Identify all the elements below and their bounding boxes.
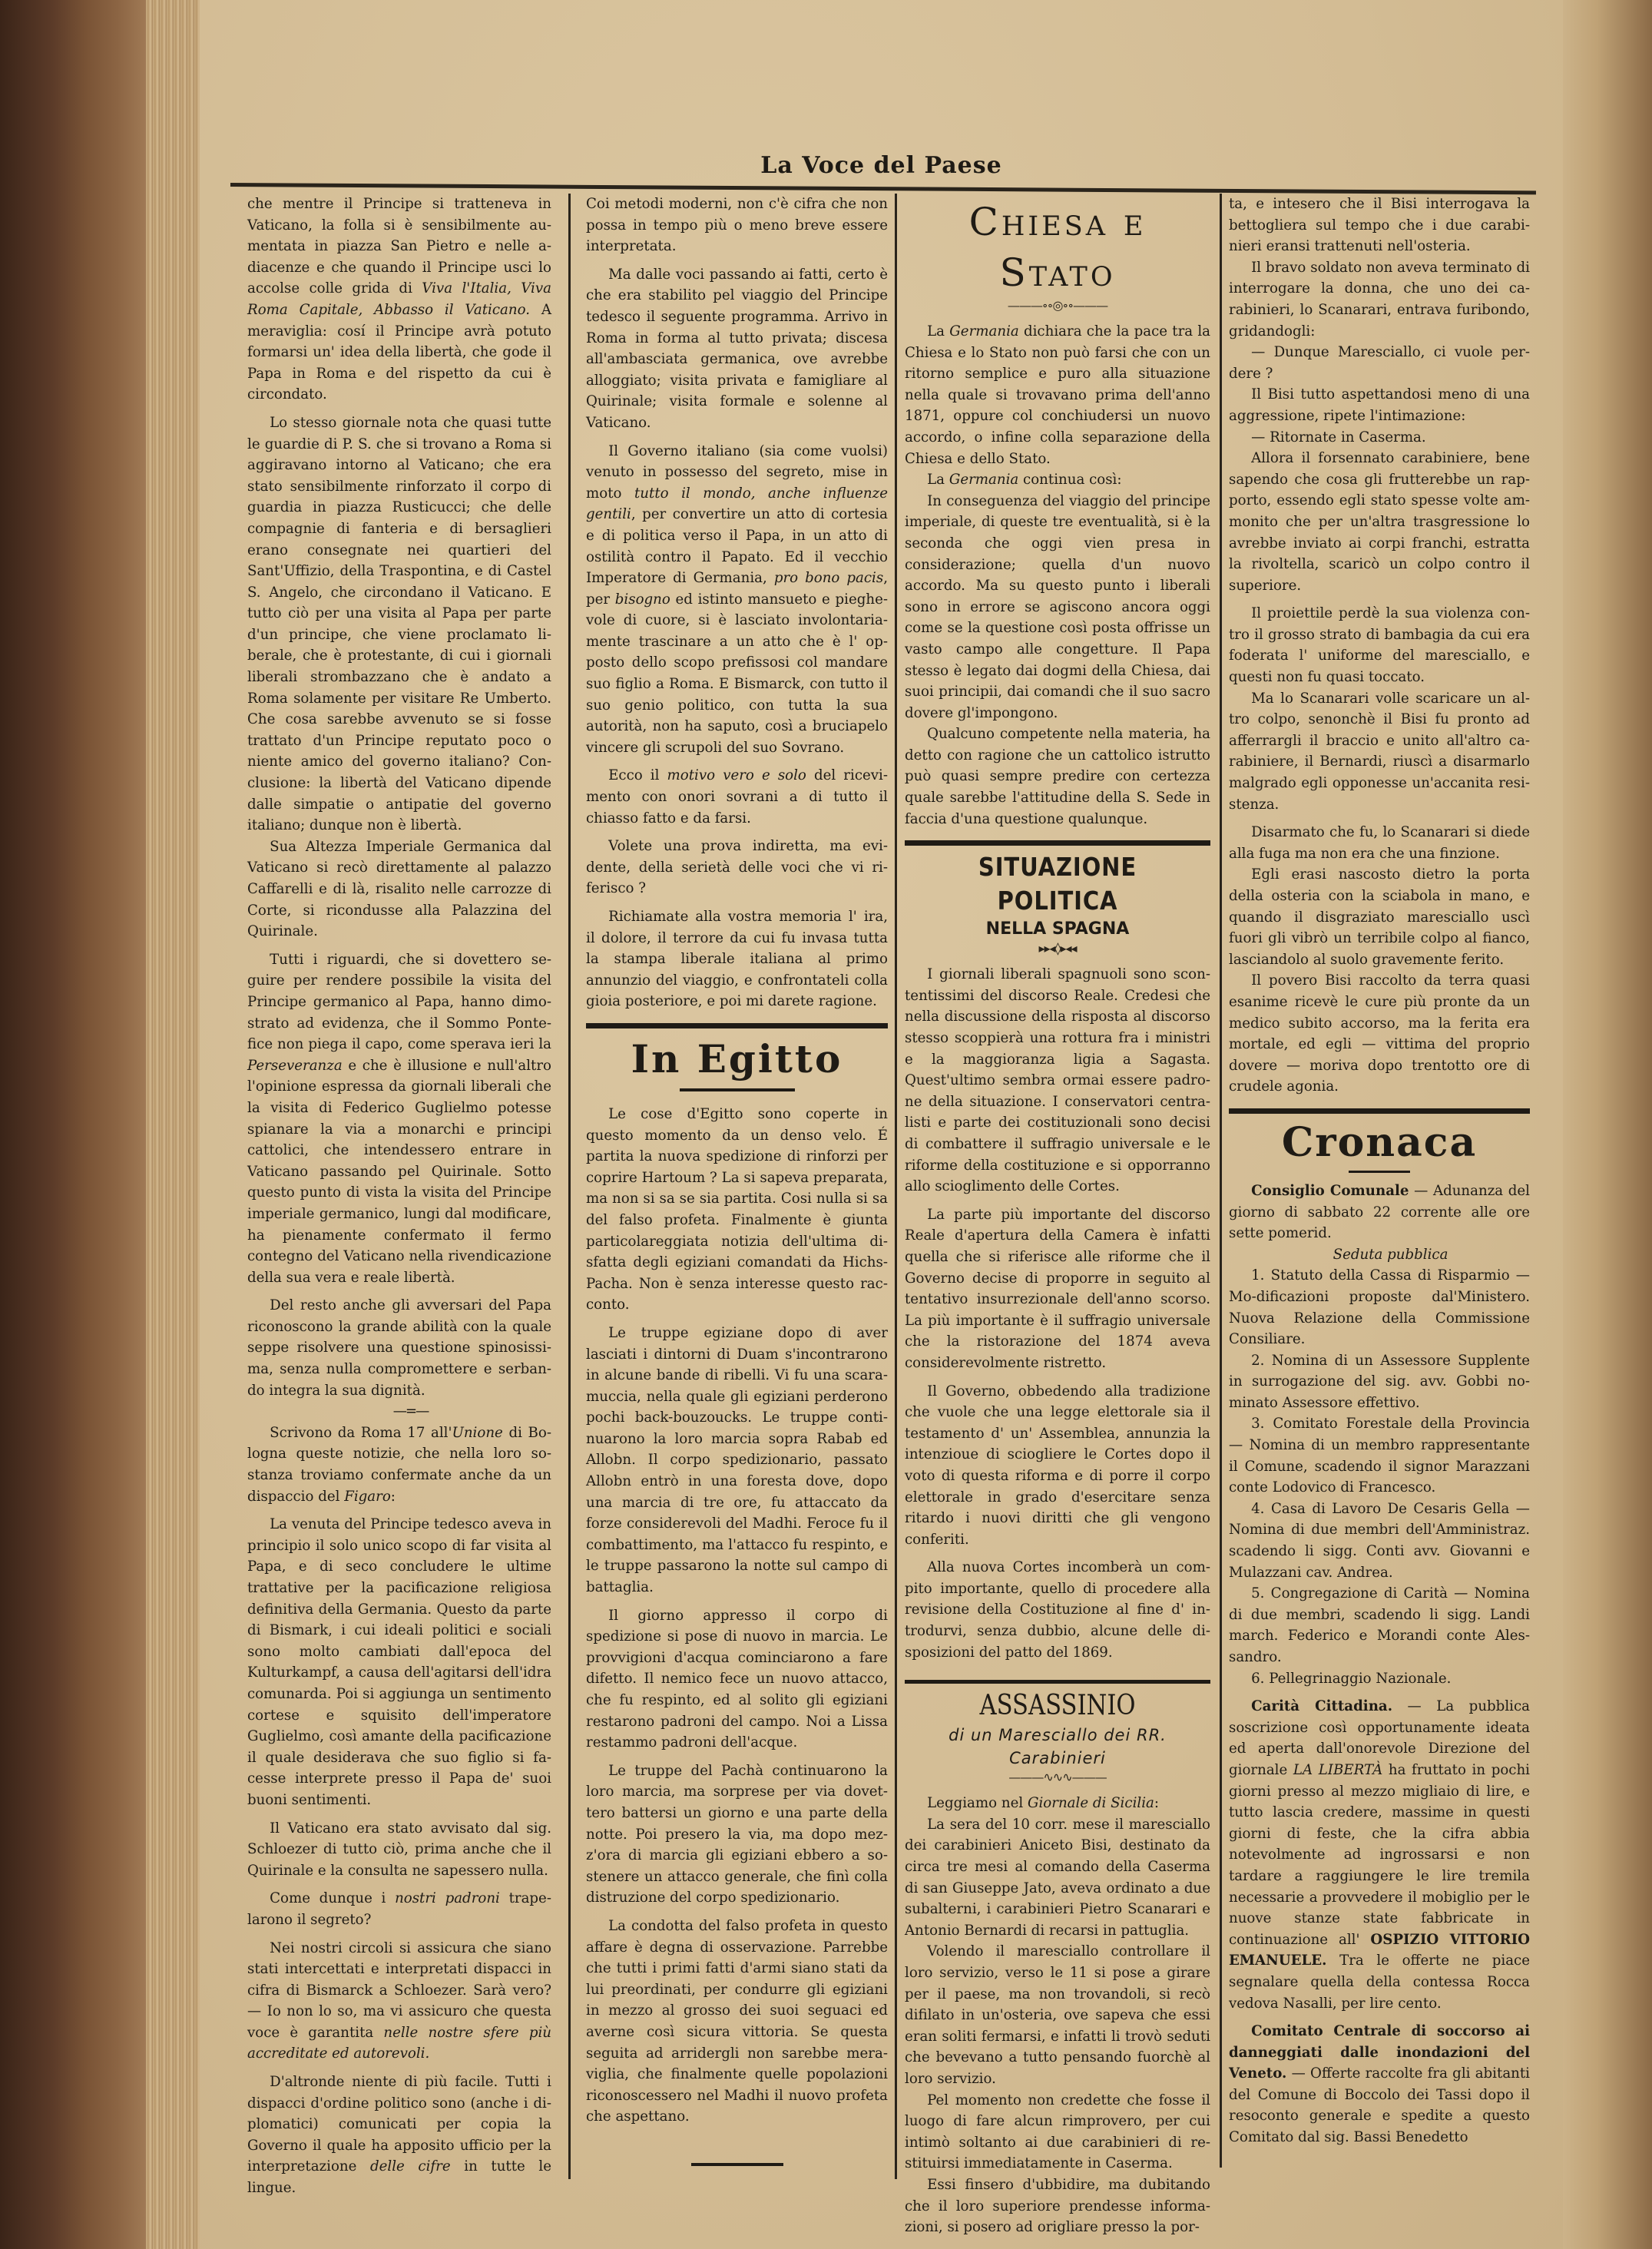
headline-in-egitto: In Egitto [631, 1035, 843, 1081]
agenda-item: 5. Congregazione di Carità — Nomina di due membri, scadendo li sigg. Landi march. Federico e Morandi conte Alessandro. [1229, 1585, 1530, 1665]
paragraph: Le cose d'Egitto sono coperte in questo momento da un denso velo. É partita la nuova spedizione di rinforzi per coprire Hartoum ? La si sapeva preparata, ma non si sa se sia partita. Cosi nulla si sa del falso profeta. Finalmente è giunta particolareggiata notizia dell'ultima disfatta degli egiziani comandati da Hichs-Pacha. Non è senza interesse questo racconto. [586, 1105, 888, 1313]
paragraph: Il Bisi tutto aspettandosi meno di una aggressione, ripete l'intimazione: [1229, 386, 1530, 424]
paragraph: La parte più importante del discorso Reale d'apertura della Camera è infatti quella che si riferisce alle riforme che il Governo decise di proporre in seguito al tentativo insurrezionale dell'anno scorso. La più importante è il suffragio universale che la ristorazione del 1874 aveva considerevolmente ristretto. [905, 1206, 1210, 1371]
section-rule [1229, 1108, 1530, 1114]
paragraph: D'altronde niente di più facile. Tutti i dispacci d'ordine politico sono (anche i diplomatici) comunicati per copia la Governo il quale ha apposito ufficio per la interpretazione delle cifre in tutte le lingue. [247, 2074, 552, 2197]
paragraph: Carità Cittadina. — La pubblica soscrizione così opportunamente ideata ed aperta dall'onorevole Direzione del giornale LA LIBERTÀ ha fruttato in pochi giorni presso al mezzo migliaio di lire, e tutto lascia credere, massime in questi giorni di feste, che la cifra abbia notevolmente ad ingrossarsi e non tardare a raggiungere le lire tremila necessarie a provvedere il mobiglio per le nuove stanze state fabbricate in continuazione all' OSPIZIO VITTORIO EMANUELE. Tra le offerte ne piace segnalare quella della contessa Rocca vedova Nasalli, per lire cento. [1229, 1698, 1530, 2012]
paragraph: Essi finsero d'ubbidire, ma dubitando che il loro superiore prendesse informazioni, si posero ad origliare presso la por- [905, 2176, 1210, 2236]
paragraph: Volendo il maresciallo controllare il loro servizio, verso le 11 si pose a girare per il paese, ma non trovandoli, si recò difilato in un'osteria, ove sapeva che essi eran soliti fermarsi, e infatti li trovò seduti che bevevano a tutto pensando fuorchè al loro servizio. [905, 1943, 1210, 2087]
paragraph: Disarmato che fu, lo Scanarari si diede alla fuga ma non era che una finzione. [1229, 824, 1530, 862]
column-2 [586, 194, 888, 2166]
paragraph: Il Vaticano era stato avvisato dal sig. Schloezer di tutto ciò, prima anche che il Quirinale e la consulta ne sapessero nulla. [247, 1820, 551, 1879]
column-4 [1229, 194, 1530, 2148]
column-rule [1220, 194, 1222, 2168]
page-stack-edge [146, 0, 200, 2249]
headline-underline [1349, 1171, 1410, 1173]
paragraph: La venuta del Principe tedesco aveva in principio il solo unico scopo di far visita al Papa, e di seco concludere le ultime trattative per la pacificazione religiosa definitiva della Germania. Questo da parte di Bismark, i cui ideali politici e sociali sono molto cambiati dall'epoca del Kulturkampf, a causa dell'agitarsi dell'idra comunarda. Poi si aggiunga un sentimento cortese e squisito dell'imperatore Guglielmo, così amante della pacificazione il quale desiderava che suo figlio si facesse interprete presso il Papa de' suoi buoni sentimenti. [247, 1516, 551, 1808]
paragraph: ta, e intesero che il Bisi interrogava la bettogliera sul tempo che i due carabinieri eransi trattenuti nell'osteria. [1229, 196, 1530, 255]
column-rule [568, 194, 571, 2179]
section-rule [905, 1680, 1210, 1684]
paragraph: Ma dalle voci passando ai fatti, certo è che era stabilito pel viaggio del Principe tedesco il seguente programma. Arrivo in Roma in forma al tutto privata; discesa all'ambasciata germanica, ove avrebbe alloggiato; visita privata e famigliare al Quirinale; visita formale e solenne al Vaticano. [586, 266, 888, 431]
paragraph: Il Governo italiano (sia come vuolsi) venuto in possesso del segreto, mise in moto tutto il mondo, anche influenze gentili, per convertire un atto di cortesia e di politica verso il Papa, in un atto di ostilità contro il Papato. Ed il vecchio Imperatore di Germania, pro bono pacis, per bisogno ed istinto mansueto e pieghevole di cuore, si è lasciato involontariamente trascinare a un atto che è l' opposto dello scopo prefissosi col mandare suo figlio a Roma. E Bismarck, con tutto il suo genio politico, con tutta la sua autorità, non ha saputo, così a bruciapelo vincere gli scrupoli del suo Sovrano. [586, 442, 888, 756]
paragraph: Le truppe egiziane dopo di aver lasciati i dintorni di Duam s'incontrarono in alcune bande di ribelli. Vi fu una scaramuccia, nella quale gli egiziani perderono pochi back-bouzoucks. Le truppe continuarono la loro marcia sopra Rabab ed Allobn. Il corpo spedizionario, passato Allobn entrò in una foresta dove, dopo una marcia di tre ore, fu attaccato da forze considerevoli del Madhi. Feroce fu il combattimento, ma l'attacco fu respinto, e le truppe passarono la notte sul campo di battaglia. [586, 1324, 888, 1596]
section-rule [586, 1023, 888, 1028]
paragraph: Sua Altezza Imperiale Germanica dal Vaticano si recò direttamente al palazzo Caffarelli e di là, risalito nelle carrozze di Corte, si ricondusse alla Palazzina del Quirinale. [247, 838, 551, 940]
paragraph: Comitato Centrale di soccorso ai danneggiati dalle inondazioni del Veneto. — Offerte raccolte fra gli abitanti del Comune di Boccolo dei Tassi dopo il resoconto generale e spedite a questo Comitato dal sig. Bassi Benedetto [1229, 2023, 1530, 2146]
end-rule [691, 2163, 783, 2166]
paragraph: Come dunque i nostri padroni trapelarono il segreto? [247, 1890, 551, 1928]
column-3 [905, 194, 1210, 2238]
paragraph: Egli erasi nascosto dietro la porta della osteria con la sciabola in mano, e quando il disgraziato maresciallo uscì fuori gli vibrò un terribile colpo al fianco, lasciandolo al suolo gravemente ferito. [1229, 866, 1530, 968]
paragraph: Leggiamo nel Giornale di Sicilia: [927, 1795, 1159, 1812]
agenda-item: 6. Pellegrinaggio Nazionale. [1251, 1670, 1452, 1687]
paragraph: La sera del 10 corr. mese il maresciallo dei carabinieri Aniceto Bisi, destinato da circa tre mesi al comando della Caserma di san Giuseppe Jato, aveva ordinato a due subalterni, i carabinieri Pietro Scanarari e Antonio Bernardi di recarsi in pattuglia. [905, 1816, 1210, 1939]
agenda-item: 3. Comitato Forestale della Provincia — Nomina di un membro rappresentante il Comune, scadendo il signor Marazzani conte Lodovico di Francesco. [1229, 1416, 1530, 1496]
paragraph: Allora il forsennato carabiniere, bene sapendo che cosa gli frutterebbe un rapporto, essendo egli stato spesse volte ammonito che per un'altra trasgressione lo avrebbe inviato ai corpi franchi, estratta la rivoltella, scaricò un colpo contro il superiore. [1229, 450, 1530, 594]
ornament-divider: ———∿∿∿——— [1008, 1770, 1107, 1785]
agenda-item: 2. Nomina di un Assessore Supplente in surrogazione del sig. avv. Gobbi nominato Assessore effettivo. [1229, 1352, 1530, 1411]
headline-cronaca: Cronaca [1281, 1118, 1478, 1166]
paragraph: Il povero Bisi raccolto da terra quasi esanime ricevè le cure più pronte da un medico subito accorso, ma la ferita era mortale, ed egli — vittima del proprio dovere — moriva dopo trentotto ore di crudele agonia. [1229, 972, 1530, 1095]
paragraph: Le truppe del Pachà continuarono la loro marcia, ma sorprese per via dovettero battersi un giorno e una parte della notte. Poi presero la via, ma dopo mezz'ora di marcia gli egiziani ebbero a sostenere un attacco generale, che finì colla distruzione del corpo spedizionario. [586, 1762, 888, 1906]
headline-chiesa-e-stato: Chiesa e Stato [968, 200, 1147, 295]
section-rule [905, 840, 1210, 846]
paragraph: Del resto anche gli avversari del Papa riconoscono la grande abilità con la quale seppe risolvere una questione spinosissima, senza nulla compromettere e serbando integra la sua dignità. [247, 1297, 551, 1399]
paragraph: Ma lo Scanarari volle scaricare un altro colpo, senonchè il Bisi fu pronto ad afferrargli il braccio e unito all'altro carabiniere, il Bernardi, riuscì a disarmarlo malgrado egli opponesse un'accanita resistenza. [1229, 690, 1530, 813]
section-separator: —=— [392, 1403, 429, 1420]
ornament-divider: ▸▸◂◊▸◂◂ [1038, 941, 1077, 956]
paragraph: La Germania continua così: [927, 472, 1122, 489]
page-right-edge [1560, 0, 1652, 2249]
paragraph: La condotta del falso profeta in questo affare è degna di osservazione. Parrebbe che tutti i primi fatti d'armi siano stati da lui preordinati, per condurre gli egiziani in mezzo al grosso dei suoi seguaci ed averne così sicura vittoria. Se questa seguita ad arridergli non sarebbe meraviglia, che finalmente quelle popolazioni riconoscessero nel Madhi il nuovo profeta che aspettano. [586, 1917, 888, 2125]
paragraph: Lo stesso giornale nota che quasi tutte le guardie di P. S. che si trovano a Roma si aggiravano intorno al Vaticano; che era stato sensibilmente rinforzato il corpo di guardia in piazza Rusticucci; che delle compagnie di fanteria e di bersaglieri erano consegnate nei quartieri del Sant'Uffizio, della Traspontina, e di Castel S. Angelo, che circondano il Vaticano. E tutto ciò per una visita al Papa per parte d'un principe, che viene proclamato liberale, che è protestante, di cui i giornali liberali strombazzano che è andato a Roma solamente per visitare Re Umberto. Che cosa sarebbe avvenuto se si fosse trattato d'un Principe reputato poco o niente amico del governo italiano? Conclusione: la libertà del Vaticano dipende dalle simpatie o antipatie del governo italiano; dunque non è libertà. [247, 414, 551, 834]
paragraph: Coi metodi moderni, non c'è cifra che non possa in tempo più o meno breve essere interpretata. [586, 196, 888, 255]
paragraph: Nei nostri circoli si assicura che siano stati intercettati e interpretati dispacci in cifra di Bismarck a Schloezer. Sarà vero? — Io non lo so, ma vi assicuro che questa voce è garantita nelle nostre sfere più accreditate ed autorevoli. [247, 1939, 551, 2062]
paragraph: Il giorno appresso il corpo di spedizione si pose di nuovo in marcia. Le provvigioni d'acqua cominciarono a fare difetto. Il nemico fece un nuovo attacco, che fu respinto, ed al solito gli egiziani restarono padroni del campo. Noi a Lissa restammo padroni dell'acque. [586, 1607, 888, 1751]
paragraph: Il proiettile perdè la sua violenza contro il grosso strato di bambagia da cui era foderata l' uniforme del maresciallo, e questi non fu quasi toccato. [1229, 605, 1530, 686]
headline-underline [680, 1088, 795, 1091]
subheadline-maresciallo: di un Maresciallo dei RR. Carabinieri [948, 1726, 1167, 1768]
column-rule [895, 194, 897, 2179]
paragraph: Il bravo soldato non aveva terminato di interrogare la donna, che uno dei carabinieri, lo Scanarari, entrava furibondo, gridandogli: [1229, 259, 1530, 340]
ornament-divider: ———∘∘◎∘∘——— [1007, 298, 1108, 313]
column-1 [247, 194, 551, 2199]
masthead-title: La Voce del Paese [760, 152, 1002, 179]
paragraph: — Ritornate in Caserma. [1251, 429, 1426, 445]
paragraph: — Dunque Maresciallo, ci vuole perdere ? [1229, 344, 1530, 382]
paragraph: Il Governo, obbedendo alla tradizione che vuole che una legge elettorale sia il testamento d' un' Assemblea, annunzia la intenzioue di sciogliere le Cortes dopo il voto di questa riforma e di porre il corpo elettorale in grado d'esercitare senza ritardo i nuovi diritti che gli vengono conferiti. [905, 1383, 1210, 1548]
newspaper-page [200, 0, 1563, 2249]
paragraph: Scrivono da Roma 17 all'Unione di Bologna queste notizie, che nella loro sostanza troviamo confermate anche da un dispaccio del Figaro: [247, 1424, 551, 1505]
agenda-item: 1. Statuto della Cassa di Risparmio — Mo-dificazioni proposte dal'Ministero. Nuova Relazione della Commissione Consiliare. [1229, 1267, 1530, 1348]
paragraph: Tutti i riguardi, che si dovettero seguire per rendere possibile la visita del Principe germanico al Papa, hanno dimostrato ad evidenza, che il Sommo Pontefice non piega il capo, come sperava ieri la Perseveranza e che è illusione e null'altro l'opinione espressa da giornali liberali che la visita di Federico Guglielmo potesse spianare la via a monarchi e principi cattolici, che intendessero entrare in Vaticano passando pel Quirinale. Sotto questo punto di vista la visita del Principe imperiale germanico, lungi dal modificare, ha pienamente confermato il fermo contegno del Vaticano nella rivendicazione della sua vera e reale libertà. [247, 951, 551, 1286]
paragraph: che mentre il Principe si tratteneva in Vaticano, la folla si è sensibilmente aumentata in piazza San Pietro e nelle adiacenze e che quando il Principe usci lo accolse colle grida di Viva l'Italia, Viva Roma Capitale, Abbasso il Vaticano. A meraviglia: cosí il Principe avrà potuto formarsi un' idea della libertà, che gode il Papa in Roma e del rispetto da cui è circondato. [247, 196, 551, 403]
paragraph: Volete una prova indiretta, ma evidente, della serietà delle voci che vi riferisco ? [586, 838, 888, 897]
paragraph: Consiglio Comunale — Adunanza del giorno di sabbato 22 corrente alle ore sette pomerid. [1229, 1182, 1530, 1242]
headline-situazione-politica: SITUAZIONE POLITICA [978, 852, 1137, 916]
paragraph: La Germania dichiara che la pace tra la Chiesa e lo Stato non può farsi che con un ritorno semplice e puro alla situazione nella quale si trovavano prima dell'anno 1871, oppure col conchiudersi un nuovo accordo, o infine colla separazione della Chiesa e dello Stato. [905, 323, 1211, 467]
paragraph: Qualcuno competente nella materia, ha detto con ragione che un cattolico istrutto può quasi sempre predire con certezza quale sarebbe l'attitudine della S. Sede in faccia d'una questione qualunque. [905, 726, 1210, 827]
paragraph: I giornali liberali spagnuoli sono scontentissimi del discorso Reale. Credesi che nella discussione della risposta al discorso stesso scoppierà una rottura fra i ministri e la maggioranza ligia a Sagasta. Quest'ultimo sembra ormai essere padrone della situazione. I conservatori centralisti e parte dei costituzionali sono decisi di combattere il suffragio universale e le riforme della costituzione e si opporranno allo scioglimento delle Cortes. [905, 966, 1210, 1195]
paragraph: Richiamate alla vostra memoria l' ira, il dolore, il terrore da cui fu invasa tutta la stampa liberale italiana al primo annunzio del viaggio, e confrontateli colla gioia posteriore, e poi mi darete ragione. [586, 909, 888, 1010]
subheading-seduta-pubblica: Seduta pubblica [1333, 1246, 1448, 1263]
headline-assassinio: ASSASSINIO [979, 1690, 1136, 1722]
paragraph: Alla nuova Cortes incomberà un compito importante, quello di procedere alla revisione della Costituzione al fine d' introdurvi, senza dubbio, alcune delle disposizioni del patto del 1869. [905, 1559, 1210, 1661]
subheadline-nella-spagna: NELLA SPAGNA [985, 919, 1130, 939]
paragraph: In conseguenza del viaggio del principe imperiale, di queste tre eventualità, si è la seconda che oggi vien presa in considerazione; quella d'un nuovo accordo. Ma su questo punto i liberali sono in errore se agiscono ancora oggi come se la questione così posta offrisse un vasto campo alle congetture. Il Papa stesso è legato dai dogmi della Chiesa, dai suoi principii, dai comandi che il suo sacro dovere gl'impongono. [905, 492, 1210, 721]
paragraph: Pel momento non credette che fosse il luogo di fare alcun rimprovero, per cui intimò soltanto ai due carabinieri di restituirsi immediatamente in Caserma. [905, 2092, 1210, 2172]
agenda-item: 4. Casa di Lavoro De Cesaris Gella — Nomina di due membri dell'Amministraz. scadendo li sigg. Conti avv. Giovanni e Mulazzani cav. Andrea. [1229, 1500, 1530, 1581]
book-spine [0, 0, 146, 2249]
paragraph: Ecco il motivo vero e solo del ricevimento con onori sovrani a di tutto il chiasso fatto e da farsi. [586, 767, 889, 826]
